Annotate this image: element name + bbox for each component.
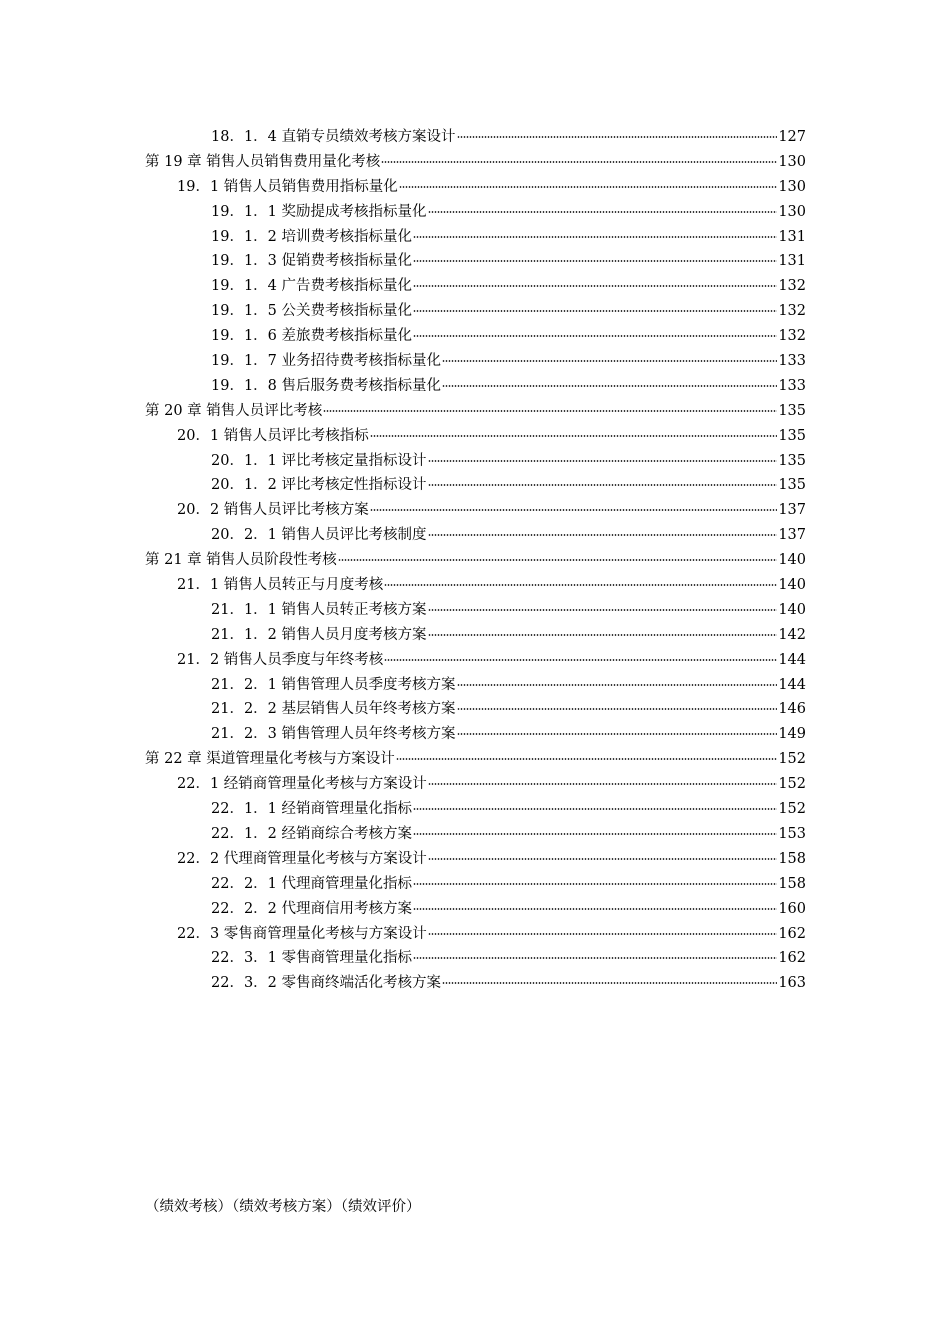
toc-entry[interactable] (145, 971, 806, 996)
toc-dot-leader (413, 310, 777, 312)
toc-entry-page-number: 132 (778, 328, 806, 345)
toc-entry-title: 22．3．2 零售商终端活化考核方案 (211, 975, 442, 992)
toc-dot-leader (323, 410, 777, 412)
toc-entry-page-number: 132 (778, 303, 806, 320)
toc-entry-page-number: 131 (778, 253, 806, 270)
toc-entry-page-number: 130 (778, 203, 806, 220)
toc-entry[interactable] (145, 922, 806, 947)
toc-dot-leader (442, 385, 777, 387)
toc-entry[interactable] (145, 175, 806, 200)
toc-entry-page-number: 144 (778, 651, 806, 668)
toc-entry[interactable] (145, 897, 806, 922)
toc-entry-title: 19．1 销售人员销售费用指标量化 (177, 178, 398, 195)
toc-entry-page-number: 135 (778, 427, 806, 444)
toc-entry-title: 20．1 销售人员评比考核指标 (177, 427, 369, 444)
toc-entry[interactable] (145, 449, 806, 474)
toc-entry-page-number: 152 (778, 751, 806, 768)
toc-dot-leader (413, 833, 777, 835)
toc-dot-leader (428, 534, 778, 536)
toc-dot-leader (428, 858, 778, 860)
toc-entry-page-number: 146 (778, 701, 806, 718)
toc-entry-page-number: 158 (778, 875, 806, 892)
toc-entry[interactable] (145, 399, 806, 424)
toc-dot-leader (413, 236, 777, 238)
toc-entry-page-number: 135 (778, 402, 806, 419)
toc-dot-leader (381, 161, 777, 163)
toc-entry-page-number: 131 (778, 228, 806, 245)
toc-entry-page-number: 153 (778, 825, 806, 842)
toc-entry[interactable] (145, 822, 806, 847)
toc-entry-page-number: 162 (778, 925, 806, 942)
toc-dot-leader (413, 883, 777, 885)
toc-entry-title: 第 20 章 销售人员评比考核 (145, 402, 323, 419)
toc-entry-title: 21．2．2 基层销售人员年终考核方案 (211, 701, 456, 718)
toc-entry[interactable] (145, 598, 806, 623)
toc-entry[interactable] (145, 747, 806, 772)
toc-entry[interactable] (145, 872, 806, 897)
toc-dot-leader (428, 634, 778, 636)
toc-entry-title: 19．1．4 广告费考核指标量化 (211, 278, 413, 295)
toc-dot-leader (384, 659, 777, 661)
toc-dot-leader (413, 285, 777, 287)
toc-dot-leader (413, 957, 777, 959)
toc-dot-leader (384, 584, 777, 586)
toc-entry[interactable] (145, 697, 806, 722)
toc-entry-title: 21．1 销售人员转正与月度考核 (177, 577, 384, 594)
toc-entry[interactable] (145, 324, 806, 349)
toc-entry-title: 22．1．1 经销商管理量化指标 (211, 801, 413, 818)
toc-dot-leader (413, 908, 777, 910)
toc-dot-leader (338, 559, 778, 561)
toc-dot-leader (413, 808, 777, 810)
toc-entry[interactable] (145, 797, 806, 822)
toc-entry-page-number: 152 (778, 801, 806, 818)
toc-dot-leader (428, 460, 778, 462)
toc-entry[interactable] (145, 673, 806, 698)
toc-entry-title: 21．2．3 销售管理人员年终考核方案 (211, 726, 456, 743)
toc-entry-title: 20．2 销售人员评比考核方案 (177, 502, 369, 519)
toc-entry-title: 22．2．1 代理商管理量化指标 (211, 875, 413, 892)
toc-dot-leader (370, 435, 778, 437)
toc-dot-leader (399, 186, 778, 188)
toc-entry-page-number: 132 (778, 278, 806, 295)
toc-entry-page-number: 149 (778, 726, 806, 743)
toc-entry[interactable] (145, 150, 806, 175)
toc-entry-title: 19．1．8 售后服务费考核指标量化 (211, 377, 442, 394)
toc-dot-leader (457, 136, 778, 138)
toc-entry[interactable] (145, 623, 806, 648)
toc-entry[interactable] (145, 200, 806, 225)
toc-entry-title: 21．1．2 销售人员月度考核方案 (211, 626, 427, 643)
toc-entry-title: 19．1．3 促销费考核指标量化 (211, 253, 413, 270)
toc-entry-page-number: 163 (778, 975, 806, 992)
toc-dot-leader (396, 758, 778, 760)
toc-entry-title: 20．2．1 销售人员评比考核制度 (211, 527, 427, 544)
toc-entry-title: 21．1．1 销售人员转正考核方案 (211, 601, 427, 618)
toc-entry[interactable] (145, 249, 806, 274)
toc-entry[interactable] (145, 274, 806, 299)
toc-dot-leader (428, 609, 778, 611)
toc-dot-leader (428, 783, 778, 785)
toc-entry-title: 22．1 经销商管理量化考核与方案设计 (177, 776, 427, 793)
toc-entry-page-number: 142 (778, 626, 806, 643)
toc-entry-page-number: 162 (778, 950, 806, 967)
toc-entry-title: 20．1．2 评比考核定性指标设计 (211, 477, 427, 494)
toc-entry-title: 第 19 章 销售人员销售费用量化考核 (145, 153, 381, 170)
footer-keywords: （绩效考核）（绩效考核方案）（绩效评价） (145, 1199, 421, 1215)
toc-entry[interactable] (145, 374, 806, 399)
toc-entry-title: 22．2．2 代理商信用考核方案 (211, 900, 413, 917)
toc-entry[interactable] (145, 523, 806, 548)
toc-entry[interactable] (145, 946, 806, 971)
toc-entry-page-number: 133 (778, 377, 806, 394)
toc-entry-page-number: 130 (778, 153, 806, 170)
toc-dot-leader (457, 684, 778, 686)
toc-entry-title: 22．2 代理商管理量化考核与方案设计 (177, 850, 427, 867)
toc-entry[interactable] (145, 299, 806, 324)
toc-entry-title: 21．2 销售人员季度与年终考核 (177, 651, 384, 668)
toc-entry[interactable] (145, 722, 806, 747)
toc-dot-leader (442, 360, 777, 362)
toc-entry-title: 19．1．2 培训费考核指标量化 (211, 228, 413, 245)
toc-entry-page-number: 137 (778, 502, 806, 519)
toc-entry-page-number: 144 (778, 676, 806, 693)
toc-entry[interactable] (145, 473, 806, 498)
toc-entry[interactable] (145, 349, 806, 374)
toc-entry-title: 22．3．1 零售商管理量化指标 (211, 950, 413, 967)
toc-entry-title: 19．1．6 差旅费考核指标量化 (211, 328, 413, 345)
toc-entry-title: 19．1．7 业务招待费考核指标量化 (211, 353, 442, 370)
toc-entry-title: 20．1．1 评比考核定量指标设计 (211, 452, 427, 469)
toc-entry-page-number: 137 (778, 527, 806, 544)
toc-entry-page-number: 140 (778, 552, 806, 569)
toc-dot-leader (370, 509, 778, 511)
toc-entry-page-number: 133 (778, 353, 806, 370)
toc-entry-title: 22．3 零售商管理量化考核与方案设计 (177, 925, 427, 942)
toc-entry[interactable] (145, 648, 806, 673)
toc-entry-page-number: 135 (778, 477, 806, 494)
toc-dot-leader (428, 933, 778, 935)
toc-dot-leader (428, 211, 778, 213)
toc-entry[interactable] (145, 498, 806, 523)
toc-entry-page-number: 158 (778, 850, 806, 867)
toc-entry-title: 22．1．2 经销商综合考核方案 (211, 825, 413, 842)
table-of-contents (145, 125, 806, 996)
toc-dot-leader (413, 260, 777, 262)
toc-entry-title: 19．1．1 奖励提成考核指标量化 (211, 203, 427, 220)
toc-dot-leader (442, 982, 777, 984)
toc-entry[interactable] (145, 772, 806, 797)
toc-entry-title: 第 21 章 销售人员阶段性考核 (145, 552, 337, 569)
toc-dot-leader (457, 733, 778, 735)
toc-entry-page-number: 140 (778, 601, 806, 618)
toc-entry[interactable] (145, 548, 806, 573)
toc-entry-title: 19．1．5 公关费考核指标量化 (211, 303, 413, 320)
toc-entry[interactable] (145, 225, 806, 250)
toc-entry-page-number: 127 (778, 129, 806, 145)
toc-entry[interactable] (145, 847, 806, 872)
toc-entry-page-number: 130 (778, 178, 806, 195)
toc-entry-page-number: 140 (778, 577, 806, 594)
toc-dot-leader (428, 484, 778, 486)
toc-entry-page-number: 152 (778, 776, 806, 793)
toc-entry[interactable] (145, 573, 806, 598)
toc-entry[interactable] (145, 424, 806, 449)
toc-entry[interactable] (145, 125, 806, 150)
toc-entry-title: 18．1．4 直销专员绩效考核方案设计 (211, 129, 456, 145)
toc-entry-title: 第 22 章 渠道管理量化考核与方案设计 (145, 751, 395, 768)
toc-entry-title: 21．2．1 销售管理人员季度考核方案 (211, 676, 456, 693)
toc-dot-leader (413, 335, 777, 337)
toc-entry-page-number: 160 (778, 900, 806, 917)
toc-dot-leader (457, 708, 778, 710)
toc-entry-page-number: 135 (778, 452, 806, 469)
